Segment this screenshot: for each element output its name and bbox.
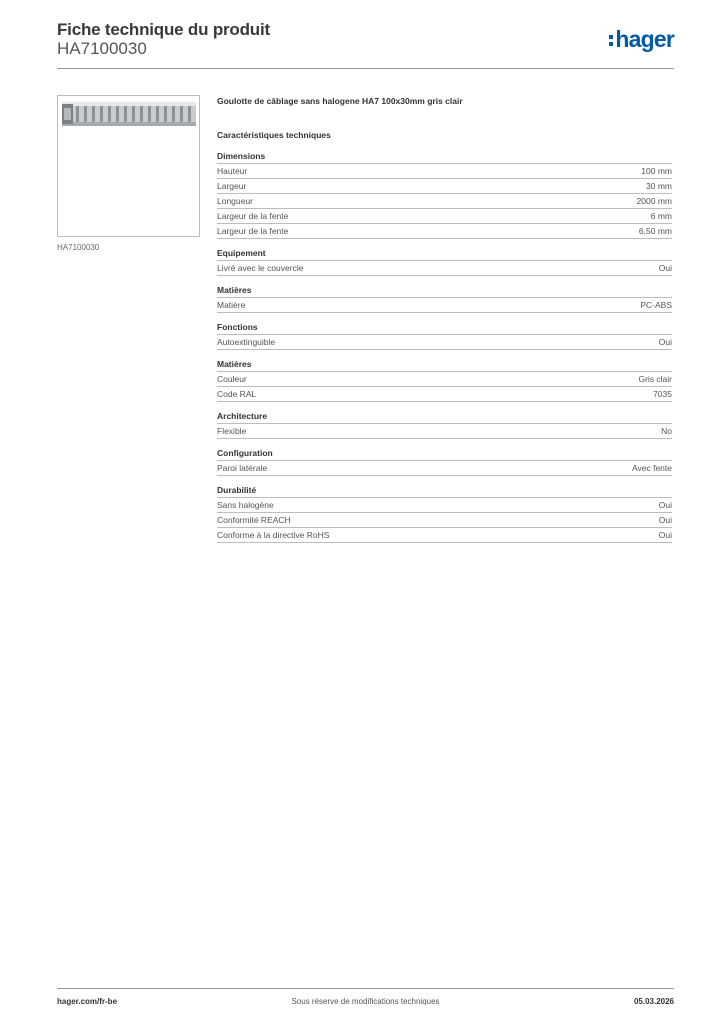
logo-dots-icon [609, 29, 614, 49]
cable-duct-image [62, 100, 196, 128]
section-title: Matières [217, 358, 672, 372]
footer-disclaimer: Sous réserve de modifications techniques [291, 997, 440, 1006]
spec-label: Livré avec le couvercle [217, 263, 304, 273]
spec-section-fonctions [217, 321, 672, 350]
logo-text: hager [615, 26, 674, 52]
spec-content [217, 95, 672, 551]
spec-row [217, 194, 672, 209]
spec-row [217, 387, 672, 402]
spec-value: Oui [658, 337, 672, 347]
spec-label: Largeur [217, 181, 247, 191]
spec-value: Oui [658, 515, 672, 525]
spec-label: Paroi latérale [217, 463, 268, 473]
spec-row [217, 224, 672, 239]
spec-row [217, 528, 672, 543]
spec-label: Autoextinguible [217, 337, 276, 347]
spec-value: PC-ABS [640, 300, 672, 310]
footer-date: 05.03.2026 [633, 997, 674, 1006]
footer-website: hager.com/fr-be [57, 997, 118, 1006]
spec-row [217, 335, 672, 350]
spec-row [217, 261, 672, 276]
spec-value: 2000 mm [636, 196, 672, 206]
spec-section-matieres-couleur [217, 358, 672, 402]
section-title: Configuration [217, 447, 672, 461]
spec-label: Matière [217, 300, 246, 310]
section-title: Fonctions [217, 321, 672, 335]
product-image-caption: HA7100030 [57, 243, 100, 252]
spec-section-architecture [217, 410, 672, 439]
spec-label: Longueur [217, 196, 253, 206]
spec-row [217, 179, 672, 194]
product-description: Goulotte de câblage sans halogene HA7 100x30mm gris clair [217, 96, 463, 106]
spec-value: Oui [658, 500, 672, 510]
spec-row [217, 498, 672, 513]
spec-value: 6,50 mm [638, 226, 672, 236]
spec-row [217, 298, 672, 313]
spec-value: 7035 [653, 389, 672, 399]
spec-row [217, 164, 672, 179]
spec-value: 6 mm [650, 211, 672, 221]
specs-heading: Caractéristiques techniques [217, 130, 331, 140]
hager-logo [609, 27, 674, 51]
product-reference: HA7100030 [57, 39, 147, 58]
spec-label: Conformité REACH [217, 515, 291, 525]
spec-row [217, 372, 672, 387]
spec-value: Avec fente [631, 463, 672, 473]
section-title: Durabilité [217, 484, 672, 498]
spec-label: Hauteur [217, 166, 248, 176]
spec-section-durabilite [217, 484, 672, 543]
spec-row [217, 461, 672, 476]
spec-value: Oui [658, 263, 672, 273]
section-title: Matières [217, 284, 672, 298]
product-image-frame [57, 95, 200, 237]
spec-label: Conforme à la directive RoHS [217, 530, 330, 540]
spec-value: No [661, 426, 672, 436]
spec-row [217, 209, 672, 224]
footer-divider [57, 988, 674, 989]
spec-value: Gris clair [638, 374, 672, 384]
spec-label: Couleur [217, 374, 247, 384]
section-title: Dimensions [217, 150, 672, 164]
section-title: Equipement [217, 247, 672, 261]
spec-section-dimensions [217, 150, 672, 239]
spec-label: Largeur de la fente [217, 226, 289, 236]
spec-value: 30 mm [646, 181, 672, 191]
spec-label: Sans halogène [217, 500, 274, 510]
header-divider [57, 68, 674, 69]
page-header [57, 20, 674, 70]
spec-section-equipement [217, 247, 672, 276]
spec-section-matieres [217, 284, 672, 313]
spec-label: Code RAL [217, 389, 257, 399]
page-footer [57, 997, 674, 1011]
spec-value: 100 mm [641, 166, 672, 176]
spec-row [217, 424, 672, 439]
spec-value: Oui [658, 530, 672, 540]
spec-label: Largeur de la fente [217, 211, 289, 221]
section-title: Architecture [217, 410, 672, 424]
spec-label: Flexible [217, 426, 247, 436]
page-title: Fiche technique du produit [57, 20, 270, 39]
spec-row [217, 513, 672, 528]
spec-section-configuration [217, 447, 672, 476]
